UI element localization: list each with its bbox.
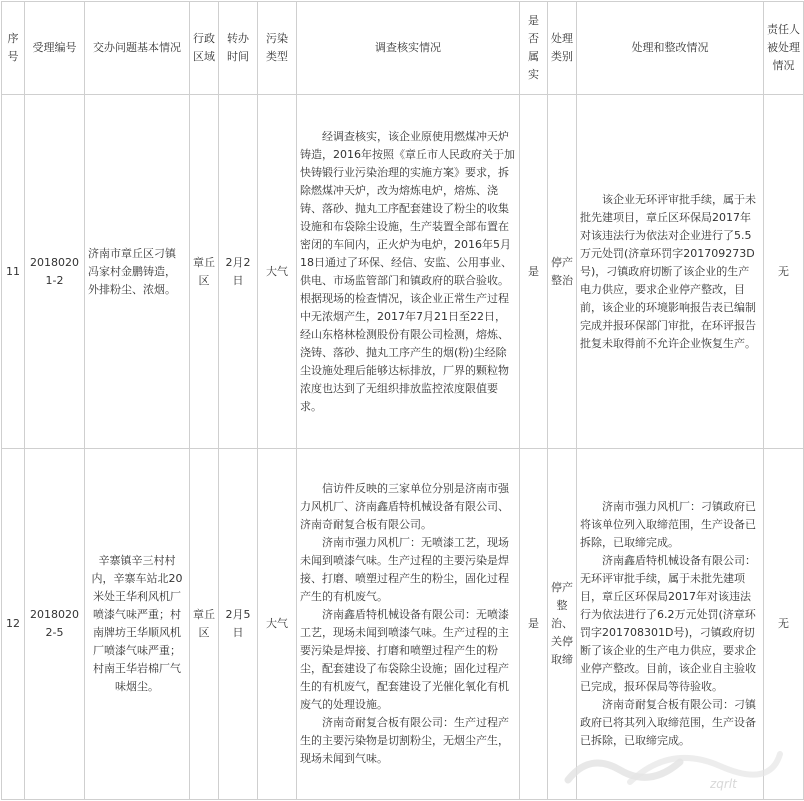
cell-category: 停产整治、关停取缔 xyxy=(548,449,577,800)
handling-paragraph: 该企业无环评审批手续，属于未批先建项目，章丘区环保局2017年对该违法行为依法对企业进行了5.5万元处罚(济章环罚字201709273D号)，刁镇政府切断了该企业的生产电力供应，要求企业停产整改，目前，该企业的环境影响报告表已编制完成并报环保部门审批，在环评报告批复未取得前不允许企业恢复生产。 xyxy=(580,192,756,350)
investigation-paragraph: 济南奇耐复合板有限公司：生产过程产生的主要污染物是切割粉尘，无烟尘产生，现场未闻到气味。 xyxy=(300,716,509,765)
header-issue: 交办问题基本情况 xyxy=(85,2,190,95)
header-true: 是否属实 xyxy=(520,2,548,95)
cell-id: 20180202-5 xyxy=(25,449,85,800)
cell-pollution: 大气 xyxy=(258,95,297,449)
petition-table xyxy=(1,1,804,800)
investigation-paragraph: 信访件反映的三家单位分别是济南市强力风机厂、济南鑫盾特机械设备有限公司、济南奇耐复合板有限公司。 xyxy=(300,482,509,531)
handling-paragraph: 济南鑫盾特机械设备有限公司：无环评审批手续，属于未批先建项目，章丘区环保局2017年对该违法行为依法进行了6.2万元处罚(济章环罚字201708301D号)，刁镇政府切断了该企业的生产电力供应，要求企业停产整改。目前，该企业自主验收已完成，报环保局等待验收。 xyxy=(580,554,756,693)
cell-investigation xyxy=(297,95,520,449)
header-id: 受理编号 xyxy=(25,2,85,95)
cell-id: 20180201-2 xyxy=(25,95,85,449)
cell-pollution: 大气 xyxy=(258,449,297,800)
header-responsible: 责任人被处理情况 xyxy=(764,2,804,95)
cell-responsible: 无 xyxy=(764,449,804,800)
cell-date: 2月5日 xyxy=(219,449,258,800)
investigation-paragraph: 济南鑫盾特机械设备有限公司：无喷漆工艺，现场未闻到喷漆气味。生产过程的主要污染是焊接、打磨和喷塑过程产生的粉尘，配套建设了布袋除尘设施；固化过程产生的有机废气，配套建设了光催化氧化有机废气的处理设施。 xyxy=(300,608,509,711)
cell-investigation xyxy=(297,449,520,800)
cell-seq: 11 xyxy=(2,95,25,449)
header-category: 处理类别 xyxy=(548,2,577,95)
handling-paragraph: 济南奇耐复合板有限公司：刁镇政府已将其列入取缔范围，生产设备已拆除，已取缔完成。 xyxy=(580,698,756,747)
investigation-paragraph: 济南市强力风机厂：无喷漆工艺，现场未闻到喷漆气味。生产过程的主要污染是焊接、打磨、喷塑过程产生的粉尘，固化过程产生的有机废气。 xyxy=(300,536,509,603)
investigation-paragraph: 经调查核实，该企业原使用燃煤冲天炉铸造，2016年按照《章丘市人民政府关于加快铸锻行业污染治理的实施方案》要求，拆除燃煤冲天炉，改为熔炼电炉，熔炼、浇铸、落砂、抛丸工序配套建设了粉尘的收集设施和布袋除尘设施，生产装置全部布置在密闭的车间内，正火炉为电炉，2016年5月18日通过了环保、经信、安监、公用事业、供电、市场监管部门和镇政府的联合验收。根据现场的检查情况，该企业正常生产过程中无浓烟产生，2017年7月21日至22日，经山东格林检测股份有限公司检测，熔炼、浇铸、落砂、抛丸工序产生的烟(粉)尘经除尘设施处理后能够达标排放，厂界的颗粒物浓度也达到了无组织排放监控浓度限值要求。 xyxy=(300,129,515,413)
header-date: 转办时间 xyxy=(219,2,258,95)
watermark-text: zqrlt xyxy=(710,777,737,791)
header-row xyxy=(2,2,804,95)
cell-handling xyxy=(577,449,764,800)
cell-responsible: 无 xyxy=(764,95,804,449)
table-row xyxy=(2,95,804,449)
cell-district: 章丘区 xyxy=(190,449,219,800)
header-district: 行政区域 xyxy=(190,2,219,95)
handling-paragraph: 济南市强力风机厂：刁镇政府已将该单位列入取缔范围，生产设备已拆除，已取缔完成。 xyxy=(580,500,756,549)
cell-issue: 辛寨镇辛三村村内，辛寨车站北20米处王华利风机厂喷漆气味严重；村南牌坊王华顺风机厂喷漆气味严重；村南王华岩棉厂气味烟尘。 xyxy=(85,449,190,800)
cell-seq: 12 xyxy=(2,449,25,800)
table-row xyxy=(2,449,804,800)
cell-date: 2月2日 xyxy=(219,95,258,449)
header-pollution: 污染类型 xyxy=(258,2,297,95)
cell-true: 是 xyxy=(520,95,548,449)
cell-issue: 济南市章丘区刁镇冯家村金鹏铸造，外排粉尘、浓烟。 xyxy=(85,95,190,449)
header-seq: 序号 xyxy=(2,2,25,95)
cell-handling xyxy=(577,95,764,449)
cell-district: 章丘区 xyxy=(190,95,219,449)
cell-category: 停产整治 xyxy=(548,95,577,449)
header-handling: 处理和整改情况 xyxy=(577,2,764,95)
header-investigation: 调查核实情况 xyxy=(297,2,520,95)
cell-true: 是 xyxy=(520,449,548,800)
